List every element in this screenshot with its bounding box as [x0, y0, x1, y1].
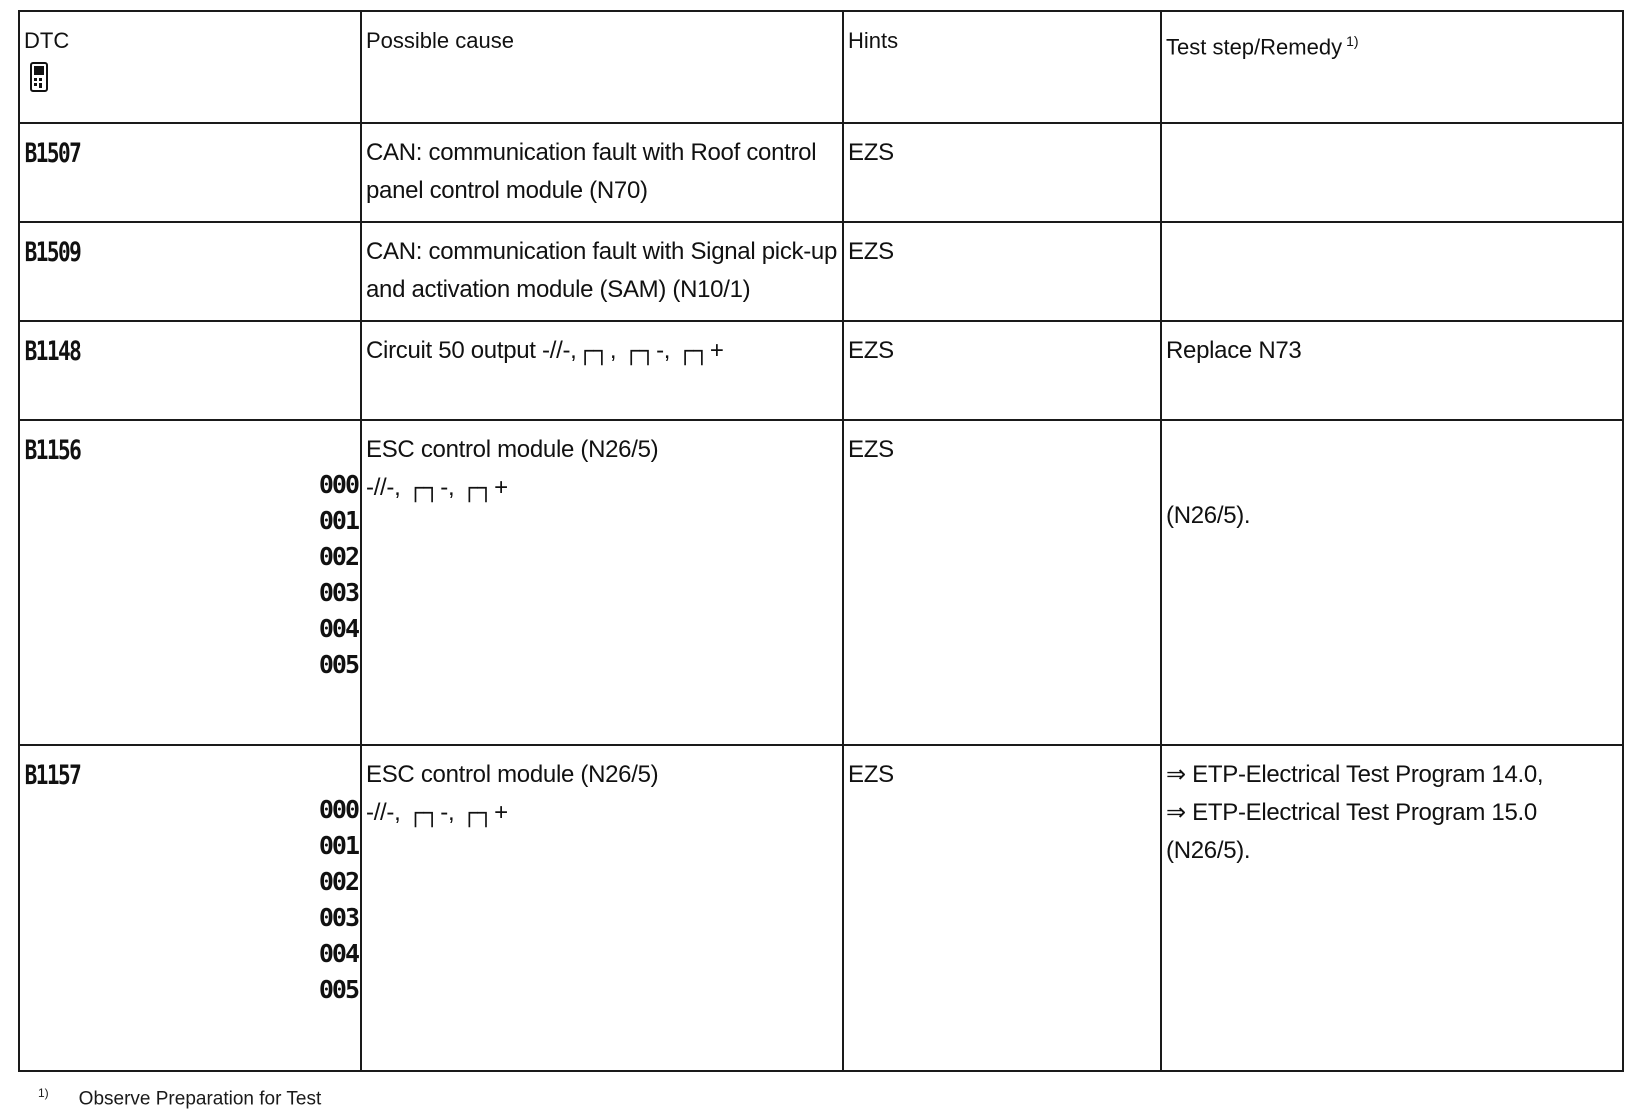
remedy-cell [1161, 321, 1623, 420]
subcode: 004 [318, 614, 358, 643]
cause-cell [361, 745, 843, 1071]
remedy-cell [1161, 420, 1623, 745]
header-remedy-footnote: 1) [1346, 33, 1359, 49]
subcode: 000 [318, 795, 358, 824]
table-row [19, 745, 1623, 1071]
cause-line: CAN: communication fault with Roof control [366, 139, 817, 166]
dtc-cell [19, 123, 361, 222]
dtc-table [18, 10, 1624, 1072]
subcode: 005 [318, 650, 358, 679]
remedy-cell [1161, 123, 1623, 222]
cause-line: ESC control module (N26/5) [366, 436, 659, 463]
dtc-code: B1148 [24, 336, 81, 367]
hint-text: EZS [848, 139, 894, 166]
header-cause-label: Possible cause [366, 28, 514, 53]
subcode: 003 [318, 578, 358, 607]
header-cause [361, 11, 843, 123]
dtc-cell [19, 321, 361, 420]
table-header-row [19, 11, 1623, 123]
header-hints-label: Hints [848, 28, 899, 53]
subcode: 000 [318, 470, 358, 499]
table-row [19, 123, 1623, 222]
hint-text: EZS [848, 761, 894, 788]
table-row [19, 321, 1623, 420]
hint-cell [843, 123, 1161, 222]
cause-line: ESC control module (N26/5) [366, 761, 659, 788]
remedy-line: (N26/5). [1166, 837, 1251, 864]
header-dtc [19, 11, 361, 123]
hint-cell [843, 745, 1161, 1071]
cause-line: Circuit 50 output -//-,┌┐, ┌┐-, ┌┐+ [366, 337, 724, 364]
footnote-text: Observe Preparation for Test [78, 1088, 322, 1110]
dtc-code: B1509 [24, 237, 81, 268]
subcode: 004 [318, 939, 358, 968]
subcode: 001 [318, 506, 358, 535]
etp-link[interactable]: ⇒ ETP-Electrical Test Program 14.0, [1166, 761, 1544, 788]
dtc-code: B1156 [24, 435, 81, 466]
subcode: 001 [318, 831, 358, 860]
cause-line: CAN: communication fault with Signal pick-up [366, 238, 838, 265]
hint-text: EZS [848, 337, 894, 364]
cause-cell [361, 420, 843, 745]
table-row [19, 222, 1623, 321]
etp-link[interactable]: ⇒ ETP-Electrical Test Program 15.0 [1166, 799, 1537, 826]
header-remedy [1161, 11, 1623, 123]
remedy-cell [1161, 222, 1623, 321]
subcode: 002 [318, 542, 358, 571]
dtc-code: B1507 [24, 138, 81, 169]
hint-text: EZS [848, 238, 894, 265]
header-hints [843, 11, 1161, 123]
header-dtc-label: DTC [24, 28, 70, 53]
subcode: 002 [318, 867, 358, 896]
hint-text: EZS [848, 436, 894, 463]
hint-cell [843, 222, 1161, 321]
scan-tool-icon [30, 62, 48, 92]
remedy-cell [1161, 745, 1623, 1071]
cause-line: and activation module (SAM) (N10/1) [366, 276, 751, 303]
cause-line: -//-, ┌┐-, ┌┐+ [366, 474, 508, 501]
cause-cell [361, 321, 843, 420]
dtc-cell [19, 222, 361, 321]
footnote-mark: 1) [38, 1086, 49, 1100]
footnote [38, 1086, 321, 1110]
dtc-code: B1157 [24, 760, 81, 791]
dtc-cell [19, 420, 361, 745]
cause-line: panel control module (N70) [366, 177, 648, 204]
subcode-list [20, 467, 360, 683]
subcode: 003 [318, 903, 358, 932]
header-remedy-label: Test step/Remedy [1166, 34, 1343, 60]
hint-cell [843, 321, 1161, 420]
subcode: 005 [318, 975, 358, 1004]
hint-cell [843, 420, 1161, 745]
cause-line: -//-, ┌┐-, ┌┐+ [366, 799, 508, 826]
cause-cell [361, 222, 843, 321]
table-row [19, 420, 1623, 745]
cause-cell [361, 123, 843, 222]
subcode-list [20, 792, 360, 1008]
remedy-line: (N26/5). [1166, 502, 1251, 529]
remedy-line: Replace N73 [1166, 337, 1302, 364]
dtc-cell [19, 745, 361, 1071]
